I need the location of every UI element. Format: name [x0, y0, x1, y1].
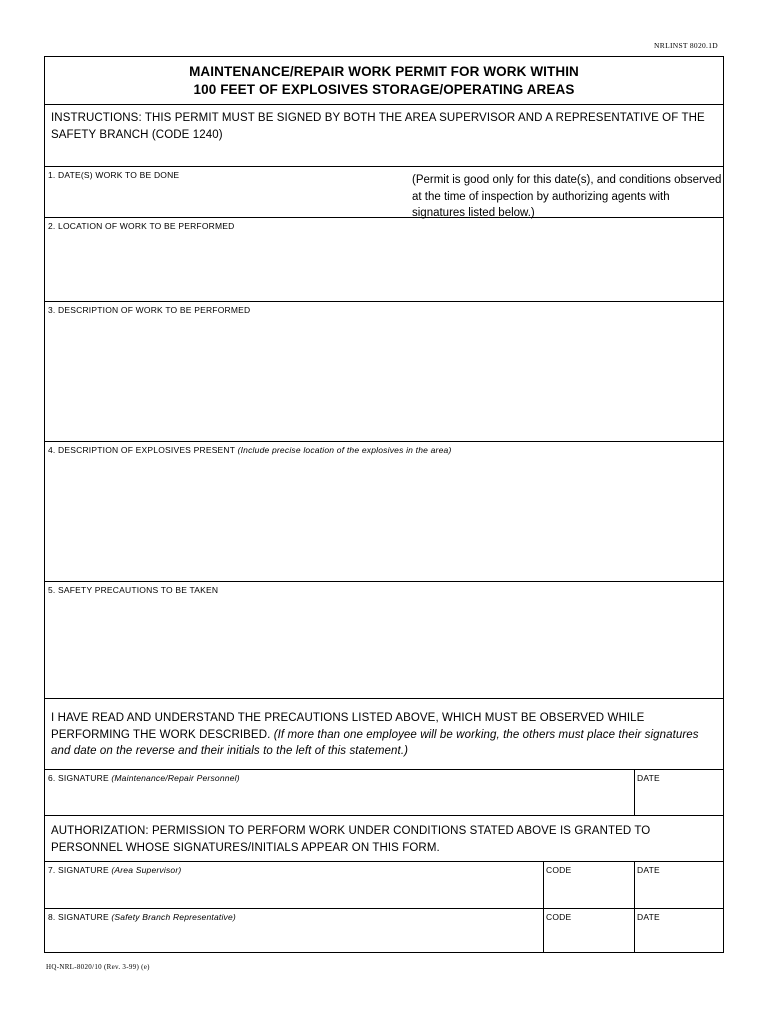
signature-7-field[interactable]: 7. SIGNATURE (Area Supervisor) [48, 865, 182, 875]
acknowledgement-italic: (If more than one employee will be working, the others must place their signatures and date on the reverse and their initials to the left of this statement.) [51, 728, 699, 757]
title-line-2: 100 FEET OF EXPLOSIVES STORAGE/OPERATING AREAS [193, 82, 575, 97]
instructions-text: INSTRUCTIONS: THIS PERMIT MUST BE SIGNED BY BOTH THE AREA SUPERVISOR AND A REPRESENTATIVE OF THE SAFETY BRANCH (CODE 1240) [51, 112, 705, 141]
authorization-section [45, 816, 723, 862]
dates-note: (Permit is good only for this date(s), and conditions observed at the time of inspection by authorizing agents with signatures listed below.) [412, 174, 722, 219]
location-field[interactable] [45, 218, 723, 302]
instructions-section [45, 105, 723, 167]
signature-7-date-label: DATE [637, 865, 660, 875]
signature-7-date-field[interactable] [634, 862, 723, 908]
signature-7-row [45, 862, 723, 909]
signature-6-hint: (Maintenance/Repair Personnel) [111, 773, 240, 783]
precautions-field[interactable] [45, 582, 723, 699]
signature-6-date-label: DATE [637, 773, 660, 783]
dates-label: 1. DATE(S) WORK TO BE DONE [48, 170, 180, 180]
signature-8-code-field[interactable] [543, 909, 634, 952]
signature-6-row [45, 770, 723, 816]
acknowledgement-section [45, 699, 723, 770]
signature-6-date-field[interactable] [634, 770, 723, 815]
signature-8-date-field[interactable] [634, 909, 723, 952]
signature-7-code-label: CODE [546, 865, 572, 875]
precautions-label: 5. SAFETY PRECAUTIONS TO BE TAKEN [48, 585, 219, 595]
signature-8-date-label: DATE [637, 912, 660, 922]
work-description-label: 3. DESCRIPTION OF WORK TO BE PERFORMED [48, 305, 251, 315]
signature-7-code-field[interactable] [543, 862, 634, 908]
form-number: HQ-NRL-8020/10 (Rev. 3-99) (e) [46, 963, 150, 971]
location-label: 2. LOCATION OF WORK TO BE PERFORMED [48, 221, 235, 231]
signature-8-code-label: CODE [546, 912, 572, 922]
signature-6-field[interactable]: 6. SIGNATURE (Maintenance/Repair Personnel) [48, 773, 240, 783]
permit-form [44, 56, 724, 953]
authorization-text: AUTHORIZATION: PERMISSION TO PERFORM WORK UNDER CONDITIONS STATED ABOVE IS GRANTED TO PERSONNEL WHOSE SIGNATURES/INITIALS APPEAR ON THIS FORM. [51, 825, 651, 854]
title-line-1: MAINTENANCE/REPAIR WORK PERMIT FOR WORK WITHIN [189, 64, 579, 79]
acknowledgement-text: I HAVE READ AND UNDERSTAND THE PRECAUTIONS LISTED ABOVE, WHICH MUST BE OBSERVED WHILE PERFORMING THE WORK DESCRIBED. [51, 712, 645, 741]
explosives-label: 4. DESCRIPTION OF EXPLOSIVES PRESENT (Include precise location of the explosives in the area) [48, 445, 452, 455]
work-description-field[interactable] [45, 302, 723, 442]
instruction-number: NRLINST 8020.1D [654, 41, 718, 50]
signature-7-hint: (Area Supervisor) [111, 865, 182, 875]
signature-8-row [45, 909, 723, 952]
form-title [45, 57, 723, 105]
signature-8-field[interactable]: 8. SIGNATURE (Safety Branch Representative) [48, 912, 236, 922]
dates-field[interactable] [45, 167, 723, 218]
explosives-field[interactable] [45, 442, 723, 582]
signature-8-hint: (Safety Branch Representative) [111, 912, 236, 922]
explosives-hint: (Include precise location of the explosives in the area) [237, 445, 452, 455]
